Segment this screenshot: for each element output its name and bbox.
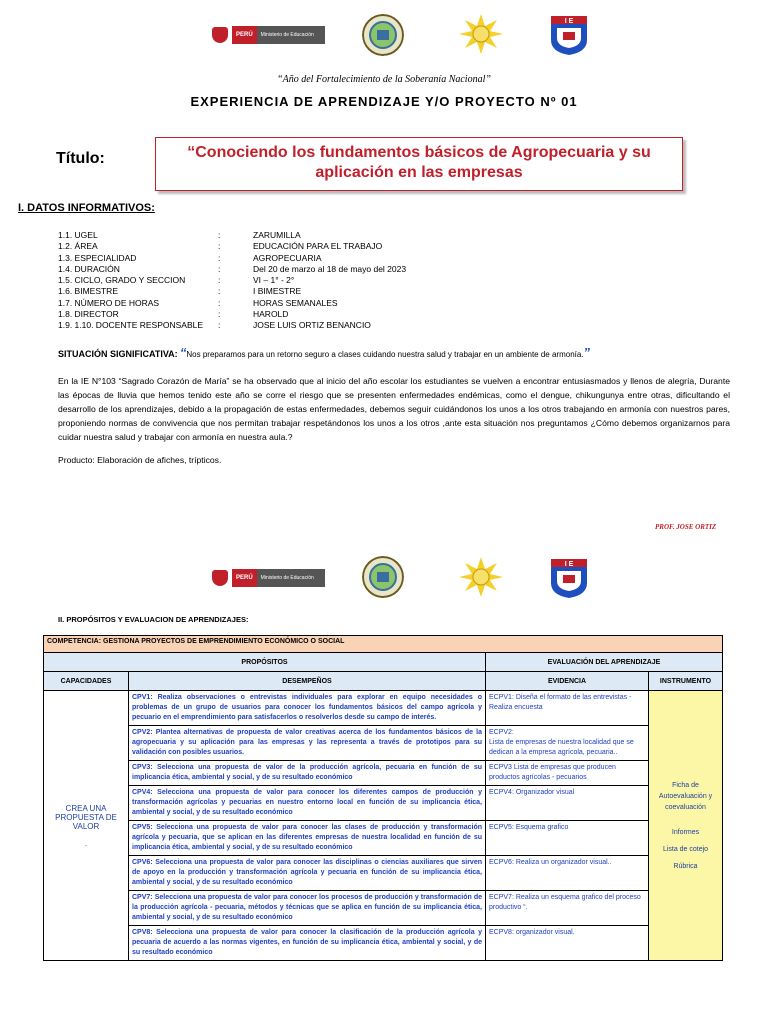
datos-key: 1.4. DURACIÓN [58,263,120,274]
instrumento-header: INSTRUMENTO [649,672,723,691]
evidencia-cell: ECPV7: Realiza un esquema grafico del proceso productivo “. [486,891,649,926]
instrumento-informes: Informes [671,828,700,836]
datos-key: 1.3. ESPECIALIDAD [58,252,137,263]
datos-colon: : [218,252,221,263]
instrumento-cell [649,691,723,961]
year-motto: “Año del Fortalecimiento de la Soberanía Nacional” [277,74,491,85]
evidencia-cell: ECPV5: Esquema grafico [486,821,649,856]
situacion-text: Nos preparamos para un retorno seguro a clases cuidando nuestra salud y trabajar en un ambiente de armonía. [186,350,584,359]
datos-colon: : [218,320,221,331]
datos-row [58,230,406,241]
datos-colon: : [218,230,221,240]
datos-row [58,275,406,286]
datos-value: I BIMESTRE [253,286,302,297]
svg-text:I E: I E [564,18,574,25]
datos-row [58,286,406,297]
datos-value: ZARUMILLA [253,230,301,240]
peru-shield-icon [212,27,228,43]
ministry-label: Ministerio de Educación [257,26,325,44]
datos-key: 1.9. 1.10. DOCENTE RESPONSABLE [58,320,204,331]
evidencia-cell: ECPV6: Realiza un organizador visual.. [486,856,649,891]
datos-colon: : [218,297,221,308]
datos-informativos-list [58,230,406,332]
instrumento-ficha: Ficha de Autoevaluación y coevaluación [658,781,713,811]
instrumento-rubrica: Rúbrica [673,862,698,870]
datos-key: 1.2. ÁREA [58,241,98,252]
table-row [44,856,723,891]
table-row [44,726,723,761]
datos-colon: : [218,241,221,252]
datos-colon: : [218,286,221,297]
datos-row [58,320,406,331]
desempeno-cell: CPV2: Plantea alternativas de propuesta de valor creativas acerca de los fundamentos básicos de la agropecuaria y su aplicación para las empresas y las representa a través de prototipos para su validación con posibles usuarios. [129,726,486,761]
datos-row [58,298,406,309]
table-row [44,821,723,856]
desempeno-cell: CPV1: Realiza observaciones o entrevistas individuales para explorar en equipo necesidades o problemas de un grupo de usuarios para conocer los fundamentos básicos del campo agrícola y pecuario en el emprendimiento para satisfacerlos o resolverlos desde su campo de interés. [129,691,486,726]
datos-key: 1.7. NÚMERO DE HORAS [58,297,160,308]
desempeno-cell: CPV5: Selecciona una propuesta de valor para conocer las clases de producción y transformación agrícola y pecuaria, que se aplican en las diferentes empresas de nuestra localidad en función de su implicancia ética, ambiental y social, y de su resultado económico [129,821,486,856]
section-propositos-heading: II. PROPÓSITOS Y EVALUACION DE APRENDIZAJES: [58,615,249,624]
desempeno-cell: CPV7: Selecciona una propuesta de valor para conocer los procesos de producción y transformación de la producción agrícola - pecuaria, métodos y técnicas que se aplica en función de su implicancia ética, ambiental y social, y de su resultado económico [129,891,486,926]
school-emblem-icon [362,556,404,598]
table-row [44,891,723,926]
datos-value: HAROLD [253,309,289,320]
datos-row [58,264,406,275]
ie-logo-icon [547,555,591,599]
project-title-box: “Conociendo los fundamentos básicos de Agropecuaria y su aplicación en las empresas [155,137,683,191]
datos-key: 1.6. BIMESTRE [58,286,118,297]
close-quote: ” [583,345,591,360]
sun-emblem-icon [459,557,503,597]
table-row [44,691,723,726]
producto-text: Producto: Elaboración de afiches, trípticos. [58,455,222,465]
datos-value: EDUCACIÓN PARA EL TRABAJO [253,241,383,252]
datos-value: HORAS SEMANALES [253,297,338,308]
evidencia-header: EVIDENCIA [486,672,649,691]
instrumento-lista: Lista de cotejo [662,845,709,853]
desempeno-cell: CPV4: Selecciona una propuesta de valor para conocer los diferentes campos de producción y transformación agrícolas y pecuarias en nuestro entorno local en función de su implicancia ética, ambiental y social, y de su resultado económico [129,786,486,821]
capacidad-text: CREA UNA PROPUESTA DE VALOR [55,803,117,831]
open-quote: “ [179,345,187,360]
situacion-significativa [58,345,718,360]
datos-colon: : [218,263,221,274]
datos-row [58,253,406,264]
datos-value: AGROPECUARIA [253,252,322,263]
peru-label: PERÚ [232,569,257,587]
teacher-signature: PROF. JOSE ORTIZ [655,523,717,531]
capacidad-dot: . [84,838,88,848]
datos-colon: : [218,275,221,286]
desempeno-cell: CPV3: Selecciona una propuesta de valor de la producción agrícola, pecuaria en función de su implicancia ética, ambiental y social, y de su resultado económico [129,761,486,786]
capacidades-header: CAPACIDADES [44,672,129,691]
title-label: Título: [56,150,105,167]
school-emblem-icon [362,14,404,56]
capacidad-cell [44,691,129,961]
section-datos-heading: I. DATOS INFORMATIVOS: [18,202,155,214]
peru-ministry-logo [212,26,325,44]
evidencia-cell: ECPV2: Lista de empresas de nuestra localidad que se dedican a la empresa agrícola, pecuaria.. [486,726,649,761]
desempeno-cell: CPV6: Selecciona una propuesta de valor para conocer las disciplinas o ciencias auxiliares que sirven de apoyo en la producción y transformación agrícola y pecuaria en función de su implicancia ética, ambiental y social, y de su resultado económico [129,856,486,891]
table-row [44,786,723,821]
propositos-header: PROPÓSITOS [44,653,486,672]
datos-value: VI – 1° - 2° [253,275,295,286]
evidencia-cell: ECPV1: Diseña el formato de las entrevistas - Realiza encuesta [486,691,649,726]
ministry-label: Ministerio de Educación [257,569,325,587]
context-paragraph: En la IE N°103 “Sagrado Corazón de María” se ha observado que al inicio del año escolar los estudiantes se vuelven a encontrar entusiasmados y llenos de alegría, Durante las épocas de lluvia que hemos tenido este año se corre el riesgo que se presenten enfermedades endémicas, como el dengue, chikungunya entre otras, dificultando el desarrollo de los aprendizajes, debido a la propagación de estas enfermedades, debemos seguir cuidándonos los unos a los otros trabajando en armonía con nuestros pares, proponiendo normas de convivencia que nos permitan trabajar respetándonos los unos a los otros ,ante esta situación nos preguntamos ¿Cómo debemos organizarnos para cuidar nuestra salud y trabajar con armonía en nuestra aula.? [58,376,730,442]
evaluacion-header: EVALUACIÓN DEL APRENDIZAJE [486,653,723,672]
competencia-row: COMPETENCIA: GESTIONA PROYECTOS DE EMPRENDIMIENTO ECONÓMICO O SOCIAL [44,636,723,653]
peru-ministry-logo-2 [212,569,325,587]
peru-label: PERÚ [232,26,257,44]
evidencia-cell: ECPV4: Organizador visual [486,786,649,821]
datos-value: Del 20 de marzo al 18 de mayo del 2023 [253,263,407,274]
evaluation-table [43,635,723,961]
table-row [44,926,723,961]
sun-emblem-icon [459,14,503,54]
datos-row [58,309,406,320]
datos-row [58,241,406,252]
datos-key: 1.5. CICLO, GRADO Y SECCION [58,275,186,286]
evidencia-cell: ECPV8: organizador visual. [486,926,649,961]
ie-logo-icon [547,12,591,56]
datos-colon: : [218,309,221,320]
table-row [44,761,723,786]
datos-key: 1.1. UGEL [58,230,98,240]
evidencia-cell: ECPV3 Lista de empresas que producen productos agrícolas - pecuarios [486,761,649,786]
desempeno-cell: CPV8: Selecciona una propuesta de valor para conocer la clasificación de la producción agrícola y pecuaria de acuerdo a las normas vigentes, en función de su implicancia ética, ambiental y social, y de su resultado económico [129,926,486,961]
main-title: EXPERIENCIA DE APRENDIZAJE Y/O PROYECTO Nº 01 [190,94,578,109]
desempenos-header: DESEMPEÑOS [129,672,486,691]
svg-text:I E: I E [564,561,574,568]
datos-key: 1.8. DIRECTOR [58,309,119,320]
datos-value: JOSE LUIS ORTIZ BENANCIO [253,320,371,331]
peru-shield-icon [212,570,228,586]
situacion-label: SITUACIÓN SIGNIFICATIVA: [58,349,178,359]
